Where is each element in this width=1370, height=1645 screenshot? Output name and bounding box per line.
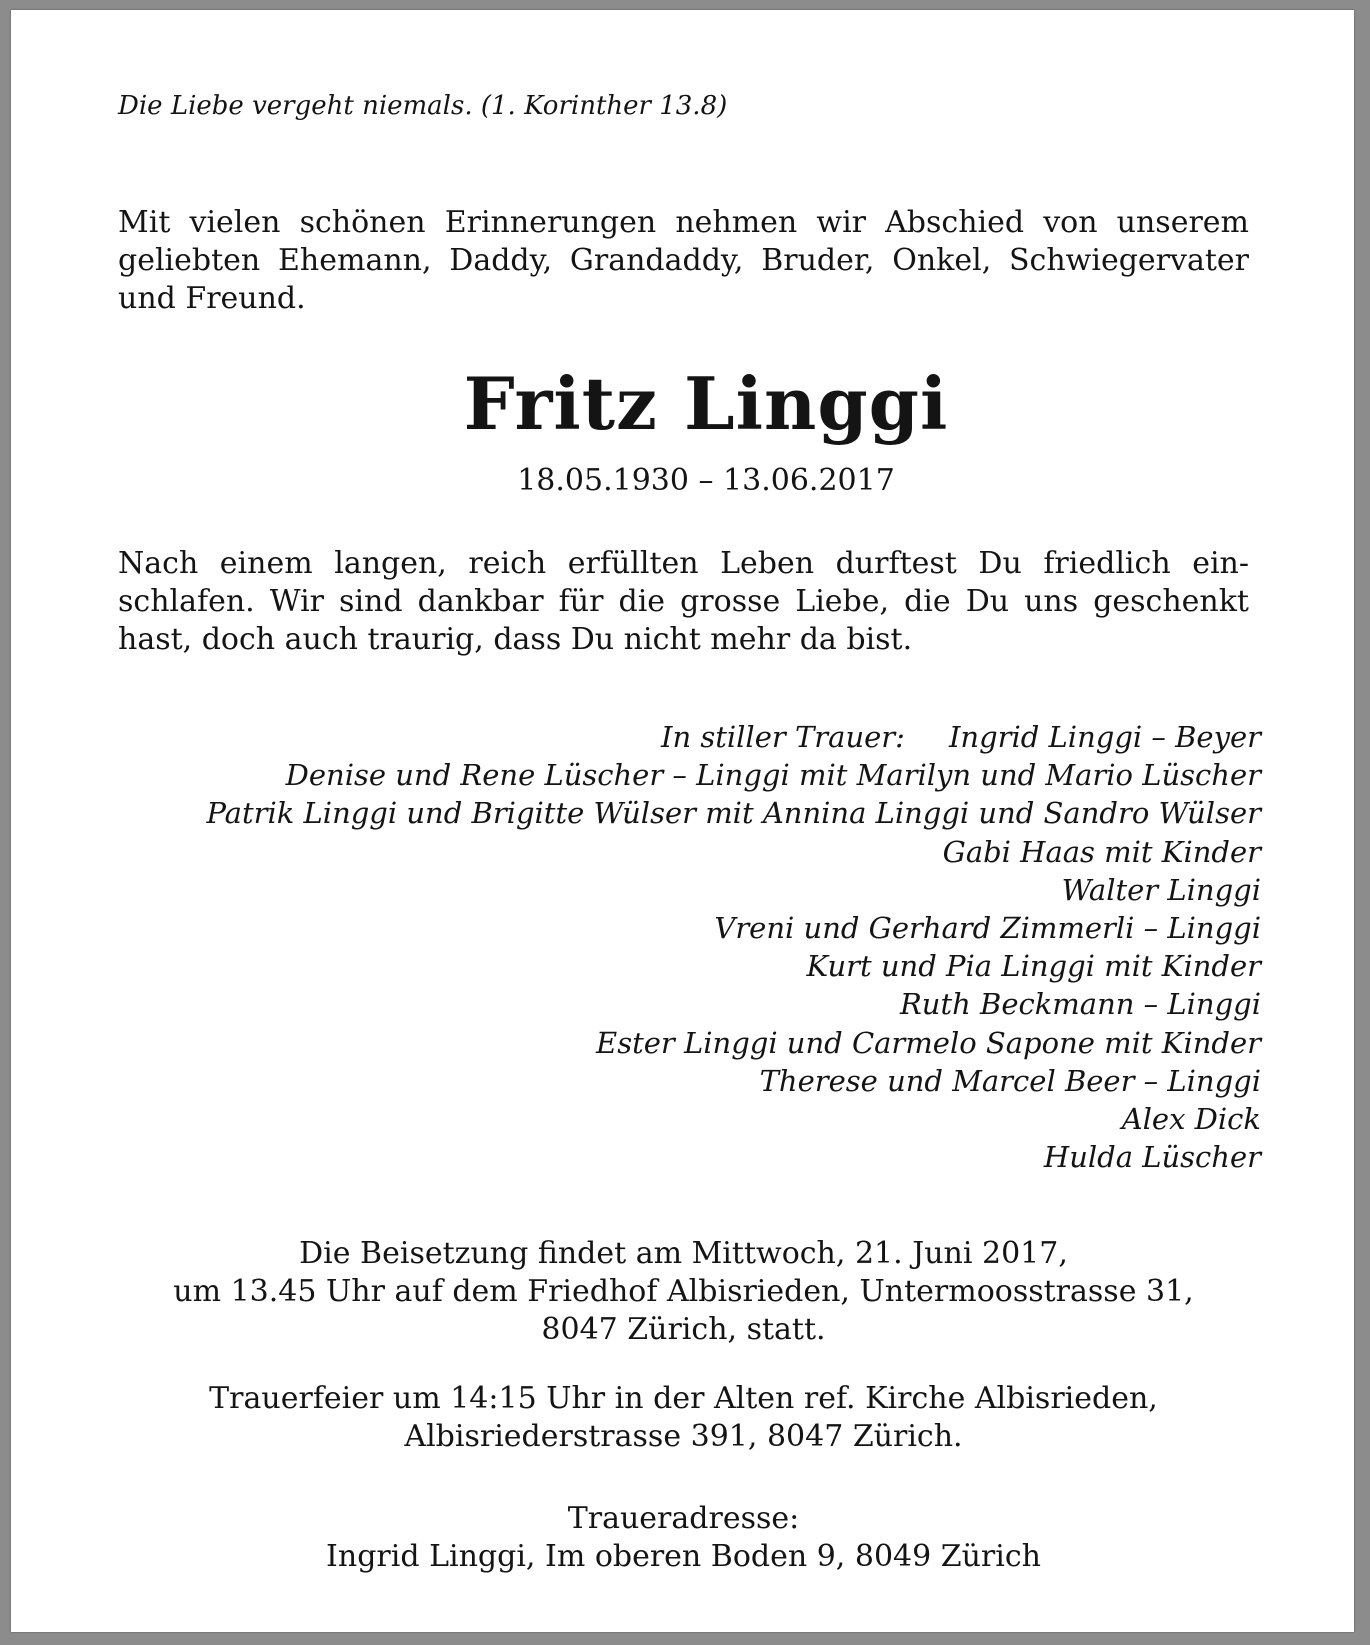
deceased-name: Fritz Linggi [463, 361, 949, 446]
mourner-name: Ruth Beckmann – Linggi [899, 987, 1261, 1022]
mourner-row-lead [130, 718, 1261, 756]
mourner-name: Patrik Linggi und Brigitte Wülser mit Annina Linggi und Sandro Wülser [206, 796, 1261, 831]
burial-info [118, 1235, 1249, 1349]
farewell-message: Nach einem langen, reich erfüllten Leben durftest Du friedlich einschlafen. Wir sind dankbar für die grosse Liebe, die Du uns geschenkt hast, doch auch traurig, dass Du nicht mehr da bist. [118, 546, 1249, 657]
mourner-name: Hulda Lüscher [1043, 1140, 1261, 1175]
mourner-name: Walter Linggi [1061, 872, 1261, 907]
mourner-name: Ingrid Linggi – Beyer [948, 720, 1261, 754]
address-label: Traueradresse: [567, 1501, 800, 1536]
mourner-name: Ester Linggi und Carmelo Sapone mit Kinder [596, 1025, 1261, 1060]
mourning-address [118, 1500, 1249, 1576]
mourner-name: Vreni und Gerhard Zimmerli – Linggi [714, 911, 1261, 946]
bible-verse: Die Liebe vergeht niemals. (1. Korinther 13.8) [118, 91, 728, 121]
obituary-page [11, 10, 1354, 1632]
mourner-name: Denise und Rene Lüscher – Linggi mit Marilyn und Mario Lüscher [285, 758, 1261, 793]
ceremony-line: Albisriederstrasse 391, 8047 Zürich. [404, 1419, 963, 1454]
life-dates: 18.05.1930 – 13.06.2017 [517, 463, 895, 498]
mourners-list [130, 718, 1261, 1176]
burial-line: um 13.45 Uhr auf dem Friedhof Albisrieden, Untermoosstrasse 31, [173, 1274, 1194, 1309]
ceremony-info [118, 1380, 1249, 1456]
burial-line: Die Beisetzung findet am Mittwoch, 21. Juni 2017, [299, 1236, 1068, 1271]
mourner-name: Alex Dick [1121, 1102, 1261, 1137]
ceremony-line: Trauerfeier um 14:15 Uhr in der Alten ref. Kirche Albisrieden, [209, 1381, 1158, 1416]
mourner-name: Kurt und Pia Linggi mit Kinder [806, 949, 1261, 984]
intro-paragraph: Mit vielen schönen Erinnerungen nehmen wir Abschied von unserem geliebten Ehemann, Daddy, Grandaddy, Bruder, Onkel, Schwiegervater und Freund. [118, 205, 1249, 316]
burial-line: 8047 Zürich, statt. [541, 1312, 826, 1347]
mourner-name: Gabi Haas mit Kinder [942, 834, 1261, 869]
address-value: Ingrid Linggi, Im oberen Boden 9, 8049 Zürich [326, 1539, 1041, 1574]
mourner-name: Therese und Marcel Beer – Linggi [759, 1063, 1261, 1098]
mourners-label: In stiller Trauer: [661, 720, 905, 754]
